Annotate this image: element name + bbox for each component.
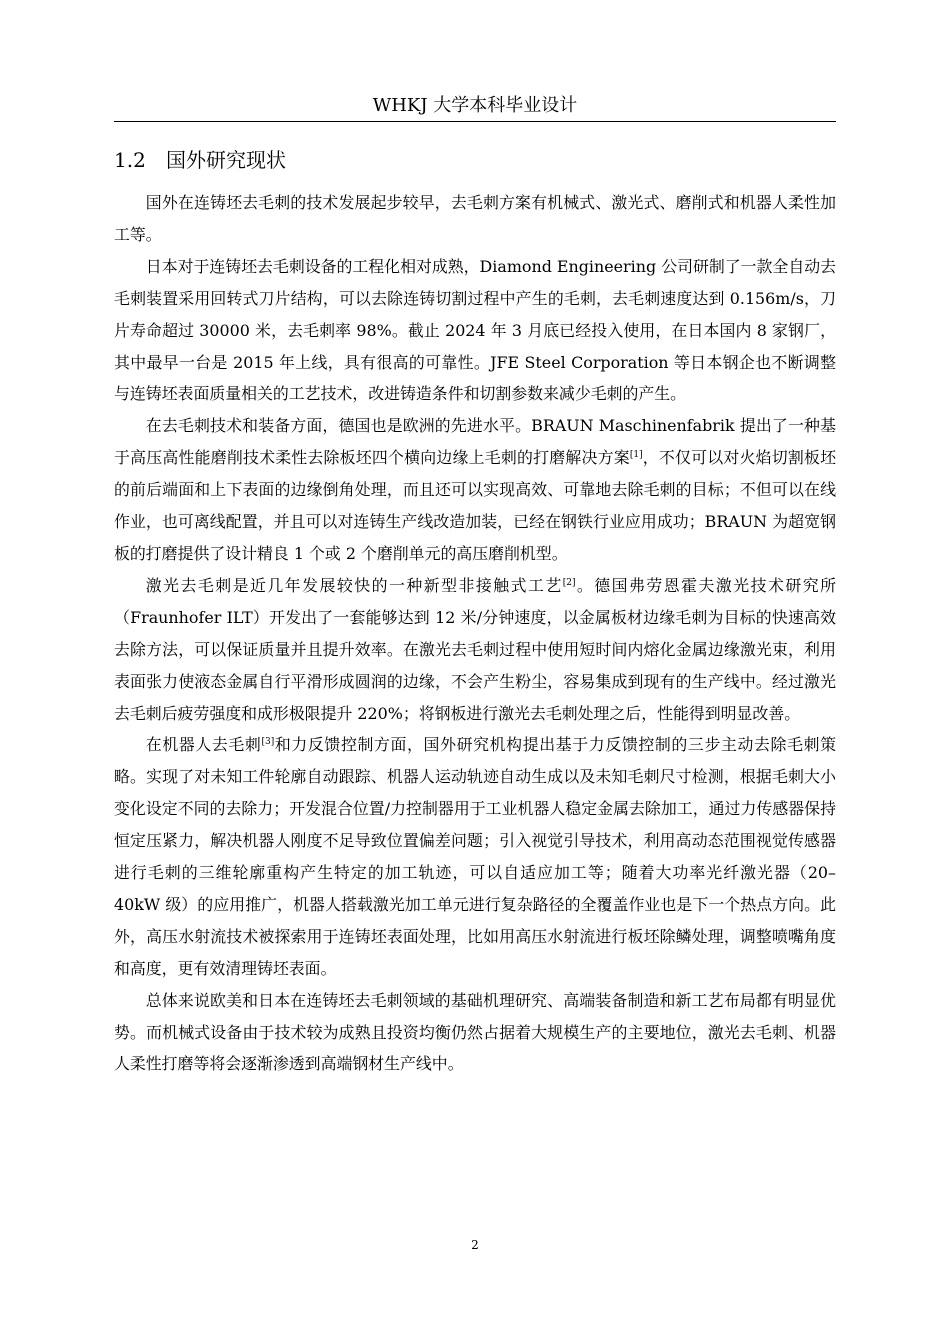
paragraph [114,570,836,730]
paragraph-text: 和力反馈控制方面，国外研究机构提出基于力反馈控制的三步主动去除毛刺策略。实现了对未知工件轮廓自动跟踪、机器人运动轨迹自动生成以及未知毛刺尺寸检测，根据毛刺大小变化设定不同的去除力；开发混合位置/力控制器用于工业机器人稳定金属去除加工，通过力传感器保持恒定压紧力，解决机器人刚度不足导致位置偏差问题；引入视觉引导技术，利用高动态范围视觉传感器进行毛刺的三维轮廓重构产生特定的加工轨迹，可以自适应加工等；随着大功率光纤激光器（20–40kW 级）的应用推广，机器人搭载激光加工单元进行复杂路径的全覆盖作业也是下一个热点方向。此外，高压水射流技术被探索用于连铸坯表面处理，比如用高压水射流进行板坯除鳞处理，调整喷嘴角度和高度，更有效清理铸坯表面。 [114,735,837,978]
paragraph [114,729,836,984]
paragraph-text: ，不仅可以对火焰切割板坯的前后端面和上下表面的边缘倒角处理，而且还可以实现高效、可靠地去除毛刺的目标；不但可以在线作业，也可离线配置，并且可以对连铸生产线改造加装，已经在钢铁行业应用成功；BRAUN 为超宽钢板的打磨提供了设计精良 1 个或 2 个磨削单元的高压磨削机型。 [114,448,837,563]
header-title: WHKJ 大学本科毕业设计 [372,95,578,116]
page-number: 2 [471,1238,479,1252]
citation-ref: [2] [562,577,576,588]
paragraph: 日本对于连铸坯去毛刺设备的工程化相对成熟，Diamond Engineering 公司研制了一款全自动去毛刺装置采用回转式刀片结构，可以去除连铸切割过程中产生的毛刺，去毛刺速度达到 0.156m/s，刀片寿命超过 30000 米，去毛刺率 98%。截止 2024 年 3 月底已经投入使用，在日本国内 8 家钢厂，其中最早一台是 2015 年上线，具有很高的可靠性。JFE Steel Corporation 等日本钢企也不断调整与连铸坯表面质量相关的工艺技术，改进铸造条件和切割参数来减少毛刺的产生。 [114,256,836,404]
body-text [114,187,836,1080]
paragraph-text: 在去毛刺技术和装备方面，德国也是欧洲的先进水平。BRAUN Maschinenfabrik 提出了一种基于高压高性能磨削技术柔性去除板坯四个横向边缘上毛刺的打磨解决方案 [114,416,836,468]
paragraph-text: 激光去毛刺是近几年发展较快的一种新型非接触式工艺 [145,575,563,595]
section-heading [114,146,286,174]
paragraph-text: 。德国弗劳恩霍夫激光技术研究所（Fraunhofer ILT）开发出了一套能够达到 12 米/分钟速度，以金属板材边缘毛刺为目标的快速高效去除方法，可以保证质量并且提升效率。在激光去毛刺过程中使用短时间内熔化金属边缘激光束，利用表面张力使液态金属自行平滑形成圆润的边缘，不会产生粉尘，容易集成到现有的生产线中。经过激光去毛刺后疲劳强度和成形极限提升 220%；将钢板进行激光去毛刺处理之后，性能得到明显改善。 [114,575,837,723]
paragraph-text: 在机器人去毛刺 [145,735,262,755]
section-number: 1.2 [114,148,146,172]
page-header [114,92,836,120]
citation-ref: [1] [629,450,643,461]
paragraph [114,410,836,570]
paragraph: 国外在连铸坯去毛刺的技术发展起步较早，去毛刺方案有机械式、激光式、磨削式和机器人柔性加工等。 [114,193,836,244]
citation-ref: [3] [261,737,275,748]
paragraph: 总体来说欧美和日本在连铸坯去毛刺领域的基础机理研究、高端装备制造和新工艺布局都有明显优势。而机械式设备由于技术较为成熟且投资均衡仍然占据着大规模生产的主要地位，激光去毛刺、机器人柔性打磨等将会逐渐渗透到高端钢材生产线中。 [114,990,836,1074]
section-title: 国外研究现状 [166,148,286,172]
header-divider [114,121,836,122]
